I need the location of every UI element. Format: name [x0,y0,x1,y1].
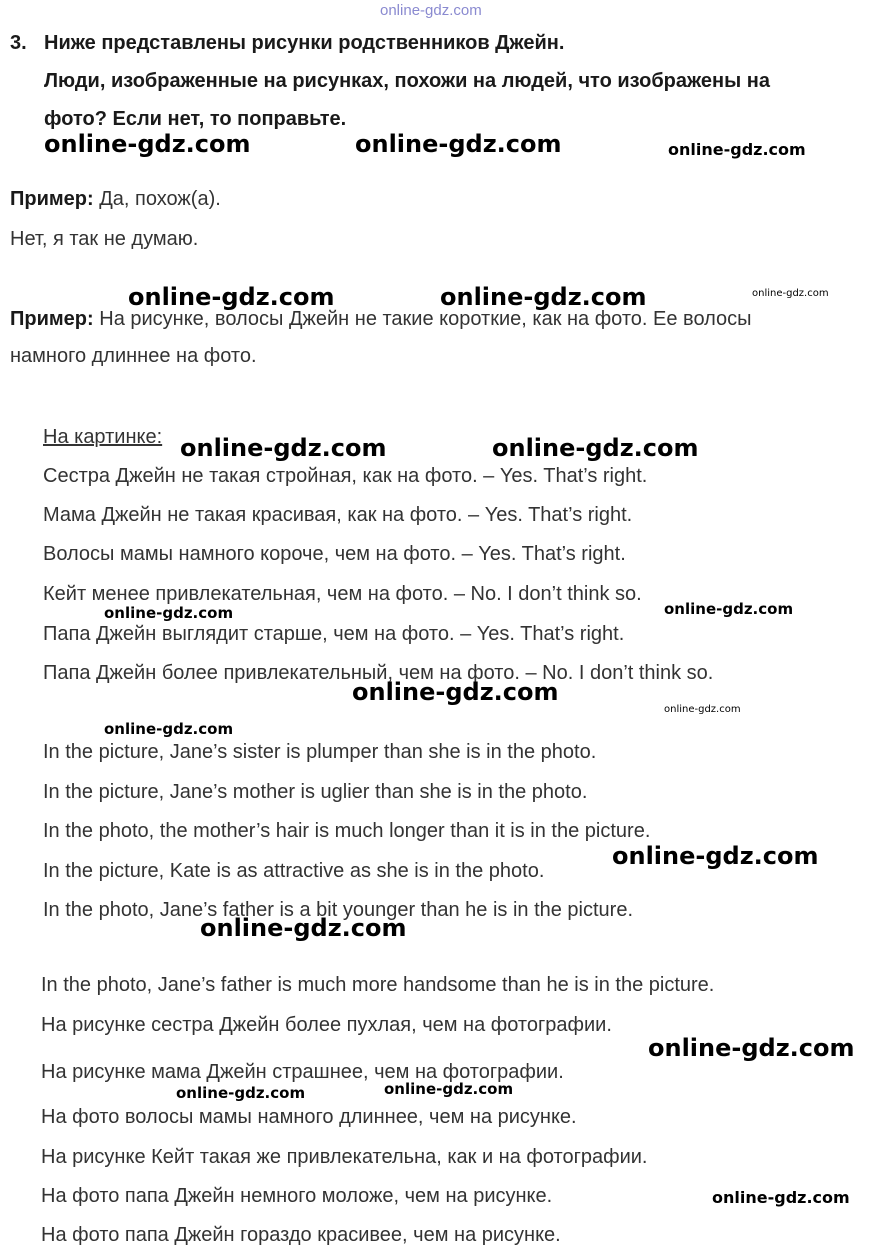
watermark: online-gdz.com [128,283,335,311]
statement-line: Мама Джейн не такая красивая, как на фото. – Yes. That’s right. [43,504,633,526]
english-line: In the photo, Jane’s father is a bit younger than he is in the picture. [43,899,634,921]
example-text: Да, похож(а). [93,188,221,210]
example-1-line-1 [10,188,221,211]
watermark: online-gdz.com [352,678,559,706]
watermark: online-gdz.com [492,434,699,462]
watermark: online-gdz.com [668,140,806,159]
statement-line: Папа Джейн выглядит старше, чем на фото. – Yes. That’s right. [43,623,625,645]
example-2-line-1 [10,308,752,331]
russian-line: На фото волосы мамы намного длиннее, чем на рисунке. [41,1106,577,1128]
task-number: 3. [10,32,27,54]
english-line: In the photo, the mother’s hair is much longer than it is in the picture. [43,820,651,842]
task-line-2: Люди, изображенные на рисунках, похожи на людей, что изображены на [44,70,770,92]
russian-line: На рисунке сестра Джейн более пухлая, чем на фотографии. [41,1014,612,1036]
watermark: online-gdz.com [200,914,407,942]
watermark: online-gdz.com [648,1034,855,1062]
watermark: online-gdz.com [664,704,741,715]
statement-line: Кейт менее привлекательная, чем на фото. – No. I don’t think so. [43,583,642,605]
example-1-line-2: Нет, я так не думаю. [10,228,199,250]
statement-line: Сестра Джейн не такая стройная, как на фото. – Yes. That’s right. [43,465,648,487]
task-line-1: Ниже представлены рисунки родственников Джейн. [44,32,565,54]
russian-line: На рисунке Кейт такая же привлекательна, как и на фотографии. [41,1146,648,1168]
watermark: online-gdz.com [384,1080,514,1098]
example-text: На рисунке, волосы Джейн не такие короткие, как на фото. Ее волосы [93,308,752,330]
english-line: In the picture, Jane’s sister is plumper than she is in the photo. [43,741,597,763]
watermark: online-gdz.com [380,2,482,19]
example-2-line-2: намного длиннее на фото. [10,345,257,367]
watermark: online-gdz.com [440,283,647,311]
watermark: online-gdz.com [104,720,234,738]
task-line-3: фото? Если нет, то поправьте. [44,108,347,130]
english-line: In the picture, Jane’s mother is uglier than she is in the photo. [43,781,588,803]
russian-line: На фото папа Джейн гораздо красивее, чем на рисунке. [41,1224,561,1246]
watermark: online-gdz.com [44,130,251,158]
statement-line: Папа Джейн более привлекательный, чем на фото. – No. I don’t think so. [43,662,714,684]
english-line: In the picture, Kate is as attractive as she is in the photo. [43,860,545,882]
example-label: Пример: [10,308,94,330]
watermark: online-gdz.com [664,600,794,618]
watermark: online-gdz.com [355,130,562,158]
watermark: online-gdz.com [104,604,234,622]
watermark: online-gdz.com [612,842,819,870]
watermark: online-gdz.com [712,1188,850,1207]
example-label: Пример: [10,188,94,210]
russian-line: На рисунке мама Джейн страшнее, чем на фотографии. [41,1061,564,1083]
picture-heading: На картинке: [43,426,163,448]
russian-line: На фото папа Джейн немного моложе, чем на рисунке. [41,1185,553,1207]
english-line: In the photo, Jane’s father is much more handsome than he is in the picture. [41,974,715,996]
watermark: online-gdz.com [180,434,387,462]
statement-line: Волосы мамы намного короче, чем на фото. – Yes. That’s right. [43,543,626,565]
watermark: online-gdz.com [752,288,829,299]
watermark: online-gdz.com [176,1084,306,1102]
